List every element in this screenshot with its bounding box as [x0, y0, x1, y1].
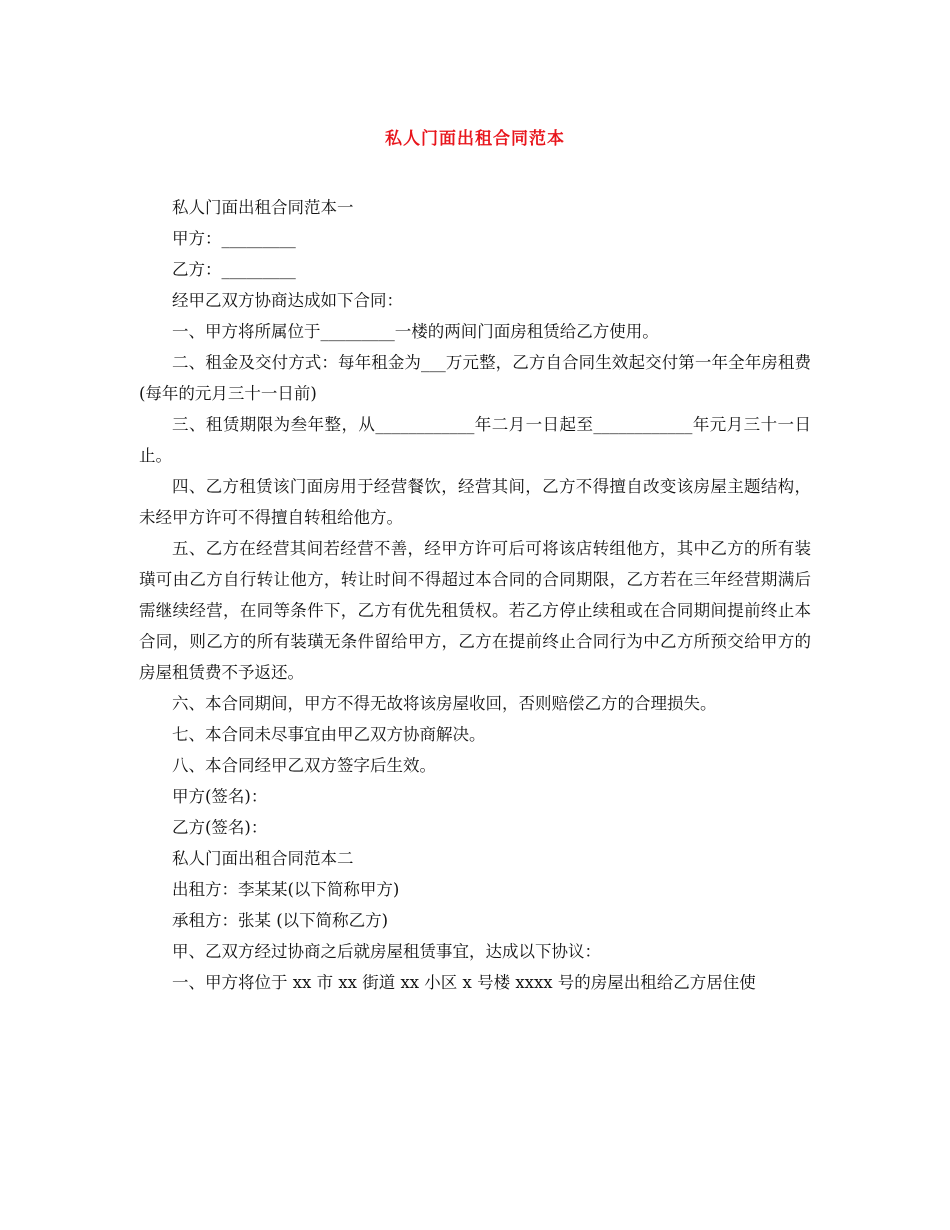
paragraph: 甲、乙双方经过协商之后就房屋租赁事宜，达成以下协议： [172, 942, 601, 961]
paragraph: 七、本合同未尽事宜由甲乙双方协商解决。 [172, 725, 486, 744]
paragraph: 私人门面出租合同范本二 [172, 849, 354, 868]
paragraph: 承租方：张某 (以下简称乙方) [172, 911, 389, 930]
paragraph: 出租方：李某某(以下简称甲方) [172, 880, 400, 899]
paragraph: 八、本合同经甲乙双方签字后生效。 [172, 756, 436, 775]
paragraph: 乙方：_________ [172, 260, 296, 279]
document-title: 私人门面出租合同范本 [385, 129, 565, 149]
paragraph: 四、乙方租赁该门面房用于经营餐饮，经营其间，乙方不得擅自改变该房屋主题结构，未经甲方许可不得擅自转租给他方。 [139, 477, 811, 527]
paragraph: 经甲乙双方协商达成如下合同： [172, 291, 403, 310]
paragraph: 甲方(签名)： [172, 787, 268, 806]
paragraph: 乙方(签名)： [172, 818, 268, 837]
paragraph: 甲方：_________ [172, 229, 296, 248]
paragraph: 一、甲方将位于 xx 市 xx 街道 xx 小区 x 号楼 xxxx 号的房屋出租给乙方居住使 [172, 973, 756, 992]
paragraph: 私人门面出租合同范本一 [172, 198, 354, 217]
paragraph: 二、租金及交付方式：每年租金为___万元整，乙方自合同生效起交付第一年全年房租费(每年的元月三十一日前) [139, 353, 811, 403]
paragraph: 一、甲方将所属位于_________一楼的两间门面房租赁给乙方使用。 [172, 322, 659, 341]
paragraph: 三、租赁期限为叁年整，从____________年二月一日起至____________年元月三十一日止。 [139, 415, 811, 465]
paragraph: 六、本合同期间，甲方不得无故将该房屋收回，否则赔偿乙方的合理损失。 [172, 694, 717, 713]
document-body [139, 192, 811, 998]
paragraph: 五、乙方在经营其间若经营不善，经甲方许可后可将该店转组他方，其中乙方的所有装璜可由乙方自行转让他方，转让时间不得超过本合同的合同期限，乙方若在三年经营期满后需继续经营，在同等条件下，乙方有优先租赁权。若乙方停止续租或在合同期间提前终止本合同，则乙方的所有装璜无条件留给甲方，乙方在提前终止合同行为中乙方所预交给甲方的房屋租赁费不予返还。 [139, 539, 811, 682]
